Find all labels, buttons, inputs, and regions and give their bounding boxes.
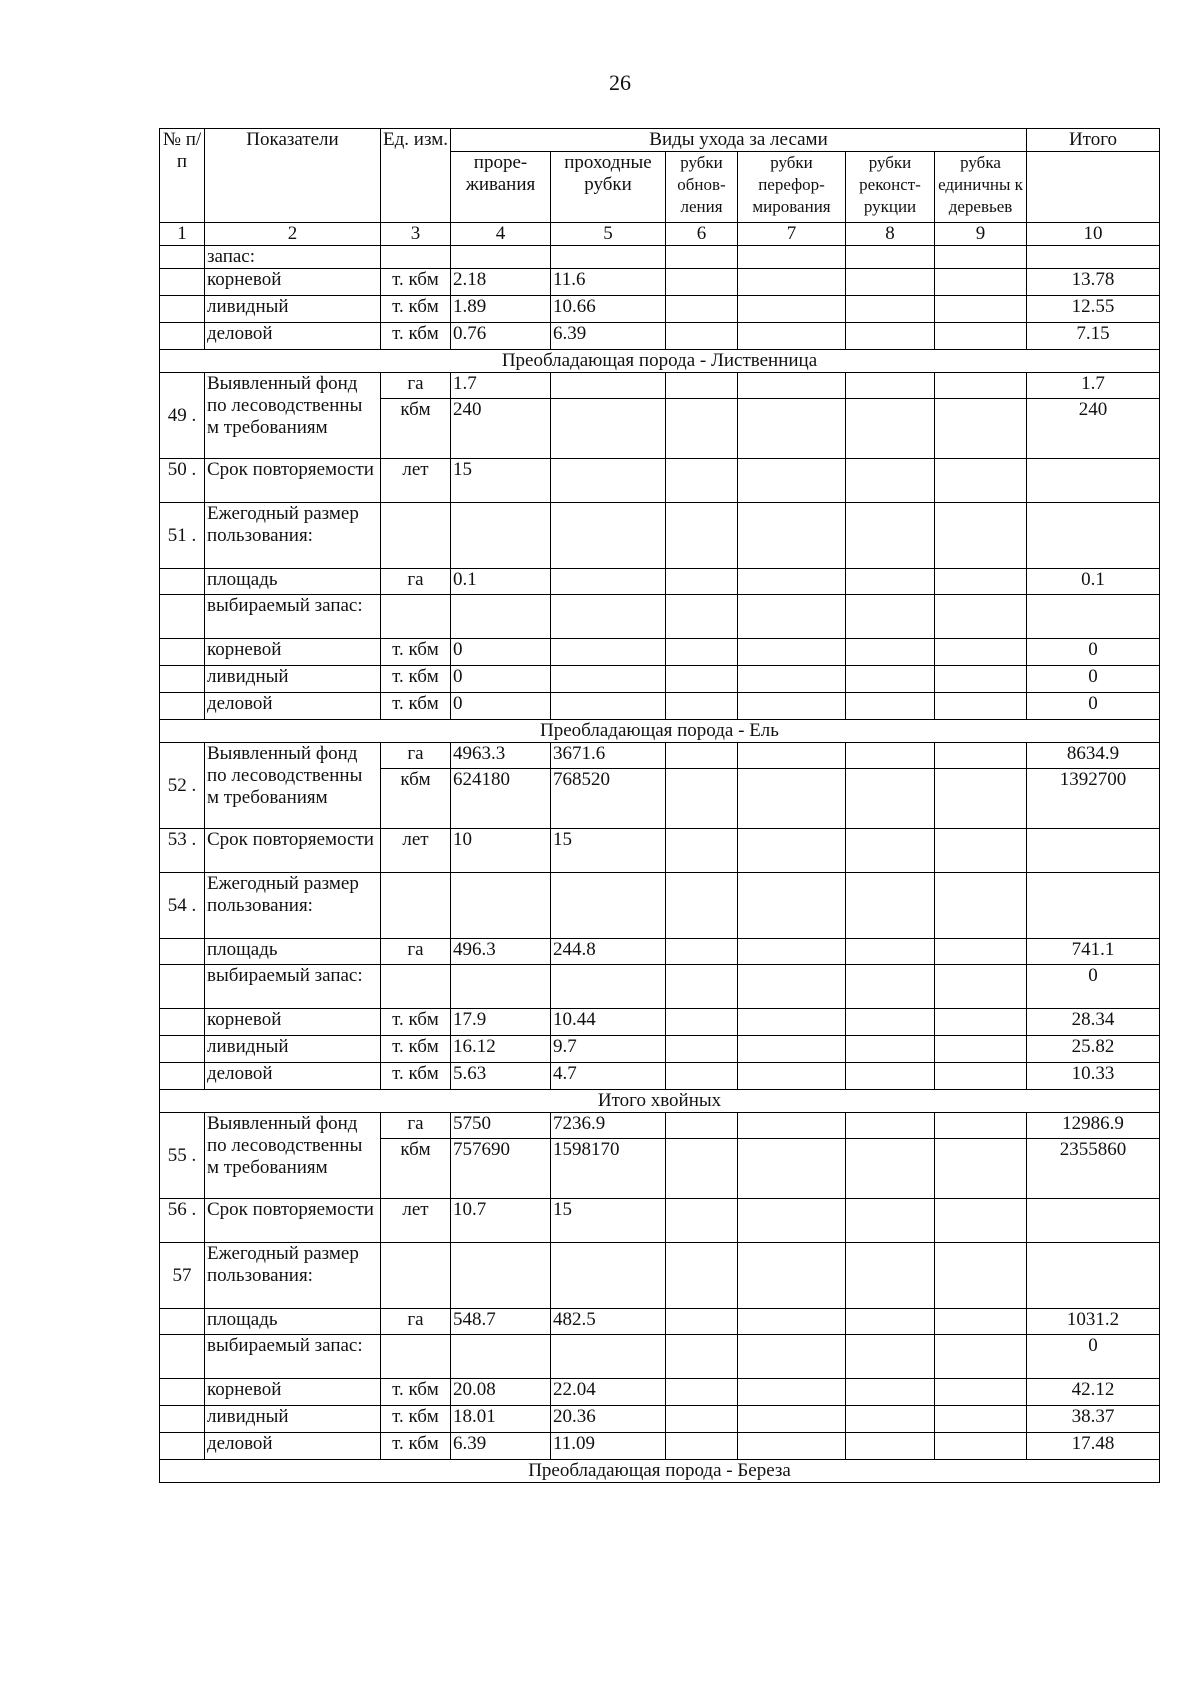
row-label: корневой [205, 269, 381, 296]
page-number: 26 [609, 70, 631, 95]
row-label: Выявленный фонд по лесоводственны м требованиям [205, 743, 381, 829]
row-label: корневой [205, 1379, 381, 1406]
total-cell: 1.7 [1027, 373, 1160, 399]
total-cell: 28.34 [1027, 1009, 1160, 1036]
value-cell: 10.66 [551, 296, 666, 323]
table-row [160, 829, 1160, 873]
value-cell: 4.7 [551, 1063, 666, 1090]
table-row [160, 269, 1160, 296]
table-row [160, 503, 1160, 569]
total-cell: 13.78 [1027, 269, 1160, 296]
col-number: 8 [846, 223, 935, 246]
forest-care-table [159, 128, 1160, 1483]
total-cell: 42.12 [1027, 1379, 1160, 1406]
row-label: деловой [205, 693, 381, 720]
row-label: Выявленный фонд по лесоводственны м требованиям [205, 373, 381, 459]
row-label: ливидный [205, 1036, 381, 1063]
table-row [160, 965, 1160, 1009]
header-col-unit: Ед. изм. [381, 129, 451, 223]
row-unit: кбм [381, 1139, 451, 1199]
table-row [160, 1379, 1160, 1406]
total-cell: 2355860 [1027, 1139, 1160, 1199]
column-numbers-row [160, 223, 1160, 246]
value-cell: 624180 [451, 769, 551, 829]
row-number: 50 . [160, 459, 205, 503]
row-label: Ежегодный размер пользования: [205, 1243, 381, 1309]
value-cell: 1.7 [451, 373, 551, 399]
value-cell: 548.7 [451, 1309, 551, 1335]
header-col-num: № п/п [160, 129, 205, 223]
table-row [160, 1113, 1160, 1139]
header-col-indicators: Показатели [205, 129, 381, 223]
table-row [160, 639, 1160, 666]
value-cell: 11.6 [551, 269, 666, 296]
value-cell: 10.44 [551, 1009, 666, 1036]
col-number: 4 [451, 223, 551, 246]
total-cell: 0 [1027, 693, 1160, 720]
total-cell: 0 [1027, 965, 1160, 1009]
col-number: 6 [666, 223, 738, 246]
row-unit: га [381, 1309, 451, 1335]
table-row [160, 323, 1160, 350]
total-cell: 0.1 [1027, 569, 1160, 595]
value-cell: 20.36 [551, 1406, 666, 1433]
value-cell: 240 [451, 399, 551, 459]
row-label: площадь [205, 1309, 381, 1335]
row-label: площадь [205, 939, 381, 965]
row-number: 49 . [160, 373, 205, 459]
value-cell: 4963.3 [451, 743, 551, 769]
row-unit: га [381, 1113, 451, 1139]
row-label: ливидный [205, 666, 381, 693]
header-col-total: Итого [1027, 129, 1160, 152]
value-cell: 2.18 [451, 269, 551, 296]
total-cell: 0 [1027, 1335, 1160, 1379]
row-unit: лет [381, 459, 451, 503]
table-row [160, 1199, 1160, 1243]
section-title: Итого хвойных [160, 1090, 1160, 1113]
table-row [160, 595, 1160, 639]
section-title-row [160, 720, 1160, 743]
value-cell: 757690 [451, 1139, 551, 1199]
value-cell: 18.01 [451, 1406, 551, 1433]
row-unit: га [381, 373, 451, 399]
row-number: 54 . [160, 873, 205, 939]
value-cell [551, 399, 666, 459]
row-label: площадь [205, 569, 381, 595]
row-label: деловой [205, 1063, 381, 1090]
table-row [160, 743, 1160, 769]
total-cell: 0 [1027, 666, 1160, 693]
row-label: деловой [205, 323, 381, 350]
value-cell: 15 [451, 459, 551, 503]
value-cell [551, 693, 666, 720]
table-row [160, 373, 1160, 399]
value-cell [551, 666, 666, 693]
value-cell: 16.12 [451, 1036, 551, 1063]
row-unit: лет [381, 829, 451, 873]
col-number: 10 [1027, 223, 1160, 246]
col-number: 3 [381, 223, 451, 246]
total-cell: 1392700 [1027, 769, 1160, 829]
row-unit: кбм [381, 399, 451, 459]
table-row [160, 693, 1160, 720]
col-number: 5 [551, 223, 666, 246]
row-unit: т. кбм [381, 693, 451, 720]
total-cell: 10.33 [1027, 1063, 1160, 1090]
row-unit: кбм [381, 769, 451, 829]
value-cell: 9.7 [551, 1036, 666, 1063]
total-cell: 17.48 [1027, 1433, 1160, 1460]
total-cell: 1031.2 [1027, 1309, 1160, 1335]
value-cell: 1598170 [551, 1139, 666, 1199]
value-cell: 0 [451, 693, 551, 720]
col-number: 7 [738, 223, 846, 246]
value-cell: 1.89 [451, 296, 551, 323]
table-row [160, 246, 1160, 269]
table-row [160, 666, 1160, 693]
total-cell: 240 [1027, 399, 1160, 459]
value-cell [551, 459, 666, 503]
value-cell: 22.04 [551, 1379, 666, 1406]
total-cell: 0 [1027, 639, 1160, 666]
header-group-title: Виды ухода за лесами [451, 129, 1027, 152]
row-unit: га [381, 569, 451, 595]
header-type-6: рубка единичны к деревьев [935, 152, 1027, 223]
table-row [160, 1036, 1160, 1063]
row-number: 55 . [160, 1113, 205, 1199]
value-cell: 496.3 [451, 939, 551, 965]
row-label: деловой [205, 1433, 381, 1460]
value-cell: 7236.9 [551, 1113, 666, 1139]
value-cell [551, 639, 666, 666]
table-row [160, 459, 1160, 503]
header-type-3: рубки обнов-ления [666, 152, 738, 223]
total-cell: 12986.9 [1027, 1113, 1160, 1139]
section-title: Преобладающая порода - Ель [160, 720, 1160, 743]
row-unit: т. кбм [381, 296, 451, 323]
value-cell: 3671.6 [551, 743, 666, 769]
table-row [160, 1009, 1160, 1036]
value-cell: 15 [551, 829, 666, 873]
table-row [160, 569, 1160, 595]
row-number: 56 . [160, 1199, 205, 1243]
total-cell: 12.55 [1027, 296, 1160, 323]
row-label: выбираемый запас: [205, 1335, 381, 1379]
header-type-1: проре-живания [451, 152, 551, 223]
row-label: Срок повторяемости [205, 1199, 381, 1243]
row-number: 57 [160, 1243, 205, 1309]
header-type-2: проходные рубки [551, 152, 666, 223]
row-label: выбираемый запас: [205, 595, 381, 639]
row-label: Ежегодный размер пользования: [205, 873, 381, 939]
value-cell [551, 373, 666, 399]
value-cell: 768520 [551, 769, 666, 829]
value-cell: 0.1 [451, 569, 551, 595]
value-cell: 5.63 [451, 1063, 551, 1090]
row-unit: га [381, 939, 451, 965]
row-number: 53 . [160, 829, 205, 873]
row-unit: т. кбм [381, 1406, 451, 1433]
row-label: ливидный [205, 296, 381, 323]
total-cell: 38.37 [1027, 1406, 1160, 1433]
total-cell: 25.82 [1027, 1036, 1160, 1063]
table-row [160, 1406, 1160, 1433]
value-cell: 17.9 [451, 1009, 551, 1036]
table-row [160, 296, 1160, 323]
value-cell [551, 569, 666, 595]
total-cell: 8634.9 [1027, 743, 1160, 769]
row-unit: т. кбм [381, 1009, 451, 1036]
row-unit: лет [381, 1199, 451, 1243]
total-cell: 741.1 [1027, 939, 1160, 965]
row-unit: т. кбм [381, 639, 451, 666]
section-title-row [160, 350, 1160, 373]
value-cell: 6.39 [551, 323, 666, 350]
col-number: 9 [935, 223, 1027, 246]
row-unit: га [381, 743, 451, 769]
header-total-empty [1027, 152, 1160, 223]
row-number: 51 . [160, 503, 205, 569]
header-type-5: рубки реконст-рукции [846, 152, 935, 223]
value-cell: 20.08 [451, 1379, 551, 1406]
row-label: корневой [205, 1009, 381, 1036]
row-unit: т. кбм [381, 1433, 451, 1460]
row-label: Выявленный фонд по лесоводственны м требованиям [205, 1113, 381, 1199]
col-number: 2 [205, 223, 381, 246]
row-number: 52 . [160, 743, 205, 829]
value-cell: 0 [451, 639, 551, 666]
row-unit: т. кбм [381, 1036, 451, 1063]
section-title: Преобладающая порода - Береза [160, 1460, 1160, 1483]
row-label: Срок повторяемости [205, 829, 381, 873]
row-label: выбираемый запас: [205, 965, 381, 1009]
table-row [160, 1063, 1160, 1090]
table-row [160, 939, 1160, 965]
value-cell: 11.09 [551, 1433, 666, 1460]
section-title-row [160, 1090, 1160, 1113]
row-unit: т. кбм [381, 1379, 451, 1406]
col-number: 1 [160, 223, 205, 246]
row-unit: т. кбм [381, 323, 451, 350]
row-label: ливидный [205, 1406, 381, 1433]
header-type-4: рубки перефор-мирования [738, 152, 846, 223]
row-label: корневой [205, 639, 381, 666]
value-cell: 244.8 [551, 939, 666, 965]
section-title: Преобладающая порода - Лиственница [160, 350, 1160, 373]
value-cell: 0.76 [451, 323, 551, 350]
table-row [160, 873, 1160, 939]
table-row [160, 1309, 1160, 1335]
value-cell: 6.39 [451, 1433, 551, 1460]
table-row [160, 1335, 1160, 1379]
table-row [160, 1243, 1160, 1309]
value-cell: 10 [451, 829, 551, 873]
row-label: запас: [205, 246, 381, 269]
table-row [160, 1433, 1160, 1460]
row-label: Срок повторяемости [205, 459, 381, 503]
row-unit: т. кбм [381, 1063, 451, 1090]
value-cell: 5750 [451, 1113, 551, 1139]
value-cell: 10.7 [451, 1199, 551, 1243]
total-cell: 7.15 [1027, 323, 1160, 350]
value-cell: 0 [451, 666, 551, 693]
row-label: Ежегодный размер пользования: [205, 503, 381, 569]
total-cell [1027, 595, 1160, 639]
value-cell: 15 [551, 1199, 666, 1243]
row-unit: т. кбм [381, 666, 451, 693]
row-unit: т. кбм [381, 269, 451, 296]
section-title-row [160, 1460, 1160, 1483]
value-cell: 482.5 [551, 1309, 666, 1335]
